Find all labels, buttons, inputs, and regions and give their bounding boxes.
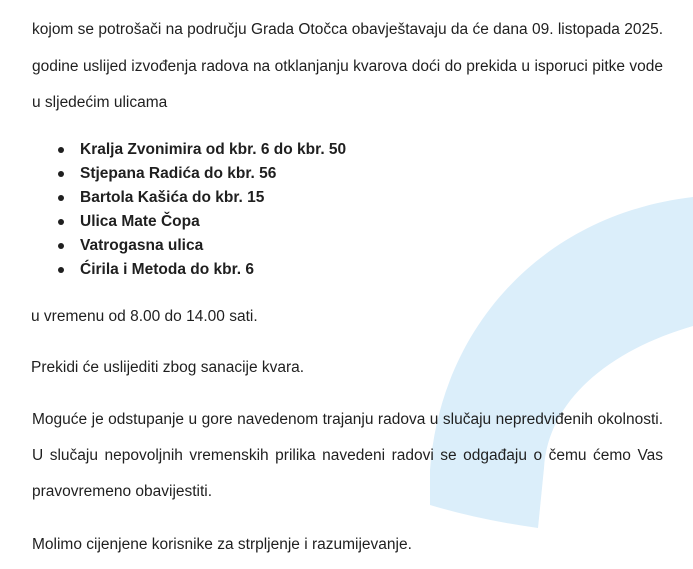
list-item bbox=[58, 138, 346, 162]
street-name: Kralja Zvonimira od kbr. 6 do kbr. 50 bbox=[80, 141, 347, 158]
street-name: Ulica Mate Čopa bbox=[80, 213, 200, 230]
bullet-icon bbox=[58, 267, 64, 273]
bullet-icon bbox=[58, 195, 64, 201]
bullet-icon bbox=[58, 243, 64, 249]
list-item bbox=[58, 210, 346, 234]
reason-paragraph: Prekidi će uslijediti zbog sanacije kvara. bbox=[31, 359, 305, 376]
street-name: Bartola Kašića do kbr. 15 bbox=[80, 189, 265, 206]
list-item bbox=[58, 258, 346, 282]
deviation-paragraph: Moguće je odstupanje u gore navedenom trajanju radova u slučaju nepredviđenih okolnosti. U slučaju nepovoljnih vremenskih prilika navedeni radovi se odgađaju o čemu ćemo Vas pravovremeno obavijestiti. bbox=[32, 411, 663, 500]
list-item bbox=[58, 186, 346, 210]
bullet-icon bbox=[58, 171, 64, 177]
thanks-paragraph: Molimo cijenjene korisnike za strpljenje i razumijevanje. bbox=[32, 536, 412, 553]
bullet-icon bbox=[58, 219, 64, 225]
time-paragraph: u vremenu od 8.00 do 14.00 sati. bbox=[31, 308, 258, 325]
list-item bbox=[58, 234, 346, 258]
street-name: Vatrogasna ulica bbox=[80, 237, 204, 254]
intro-paragraph: kojom se potrošači na području Grada Otočca obavještavaju da će dana 09. listopada 2025. godine uslijed izvođenja radova na otklanjanju kvarova doći do prekida u isporuci pitke vode u sljedećim ulicama bbox=[32, 21, 663, 111]
street-name: Ćirila i Metoda do kbr. 6 bbox=[80, 261, 254, 278]
street-list bbox=[58, 138, 346, 282]
list-item bbox=[58, 162, 346, 186]
street-name: Stjepana Radića do kbr. 56 bbox=[80, 165, 277, 182]
bullet-icon bbox=[58, 147, 64, 153]
